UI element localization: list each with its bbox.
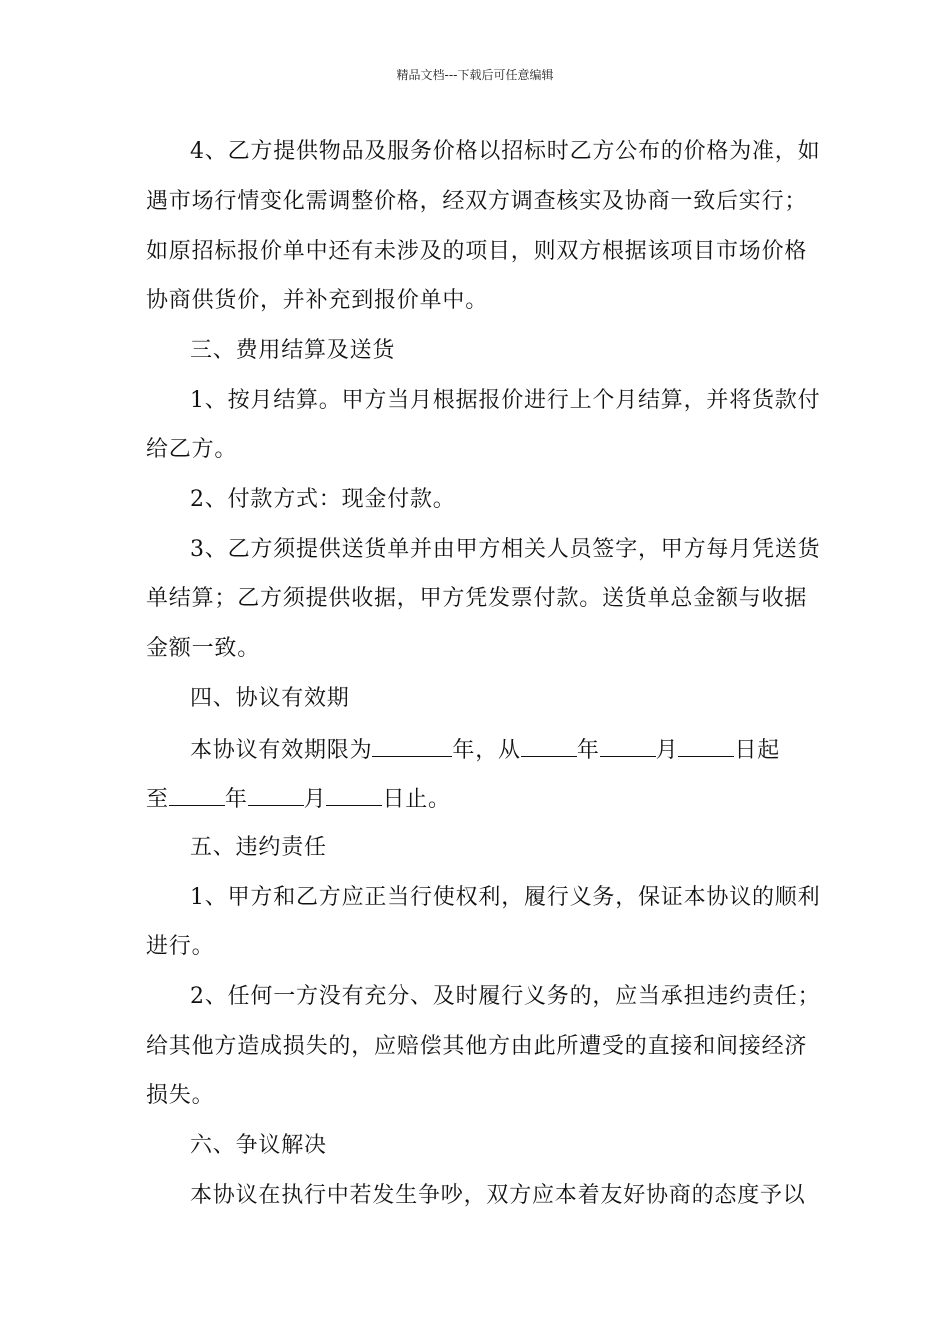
section-heading: 四、协议有效期 [190, 686, 350, 711]
paragraph-line: 1、按月结算。甲方当月根据报价进行上个月结算，并将货款付 [190, 388, 821, 413]
term-text: 日止。 [382, 787, 451, 812]
blank-field [169, 783, 225, 806]
section-heading: 五、违约责任 [190, 835, 327, 860]
paragraph-line: 1、甲方和乙方应正当行使权利，履行义务，保证本协议的顺利 [190, 885, 821, 910]
paragraph-line: 本协议在执行中若发生争吵，双方应本着友好协商的态度予以 [190, 1183, 806, 1208]
term-text: 月 [655, 738, 679, 763]
paragraph-line: 进行。 [146, 934, 215, 959]
section-heading: 三、费用结算及送货 [190, 338, 396, 363]
term-text: 本协议有效期限为 [190, 738, 373, 763]
term-text: 年，从 [452, 738, 521, 763]
blank-field [372, 734, 452, 757]
blank-field [678, 734, 734, 757]
blank-field [326, 783, 382, 806]
term-line-1 [190, 734, 880, 766]
term-text: 月 [303, 787, 327, 812]
paragraph-line: 4、乙方提供物品及服务价格以招标时乙方公布的价格为准，如 [190, 139, 821, 164]
blank-field [521, 734, 577, 757]
paragraph-line: 协商供货价，并补充到报价单中。 [146, 288, 489, 313]
paragraph-line: 给其他方造成损失的，应赔偿其他方由此所遭受的直接和间接经济 [146, 1034, 808, 1059]
paragraph-line: 金额一致。 [146, 636, 261, 661]
paragraph-line: 如原招标报价单中还有未涉及的项目，则双方根据该项目市场价格 [146, 239, 808, 264]
section-heading: 六、争议解决 [190, 1133, 327, 1158]
term-line-2 [146, 783, 836, 815]
paragraph-line: 遇市场行情变化需调整价格，经双方调查核实及协商一致后实行； [146, 189, 808, 214]
blank-field [248, 783, 304, 806]
paragraph-line: 单结算；乙方须提供收据，甲方凭发票付款。送货单总金额与收据 [146, 586, 808, 611]
term-text: 年 [576, 738, 600, 763]
paragraph-line: 给乙方。 [146, 437, 238, 462]
blank-field [600, 734, 656, 757]
page-header: 精品文档---下载后可任意编辑 [396, 68, 554, 82]
paragraph-line: 2、任何一方没有充分、及时履行义务的，应当承担违约责任； [190, 984, 821, 1009]
term-text: 日起 [734, 738, 781, 763]
term-text: 年 [224, 787, 248, 812]
term-text: 至 [146, 787, 169, 812]
paragraph-line: 2、付款方式：现金付款。 [190, 487, 456, 512]
paragraph-line: 损失。 [146, 1083, 215, 1108]
paragraph-line: 3、乙方须提供送货单并由甲方相关人员签字，甲方每月凭送货 [190, 537, 821, 562]
